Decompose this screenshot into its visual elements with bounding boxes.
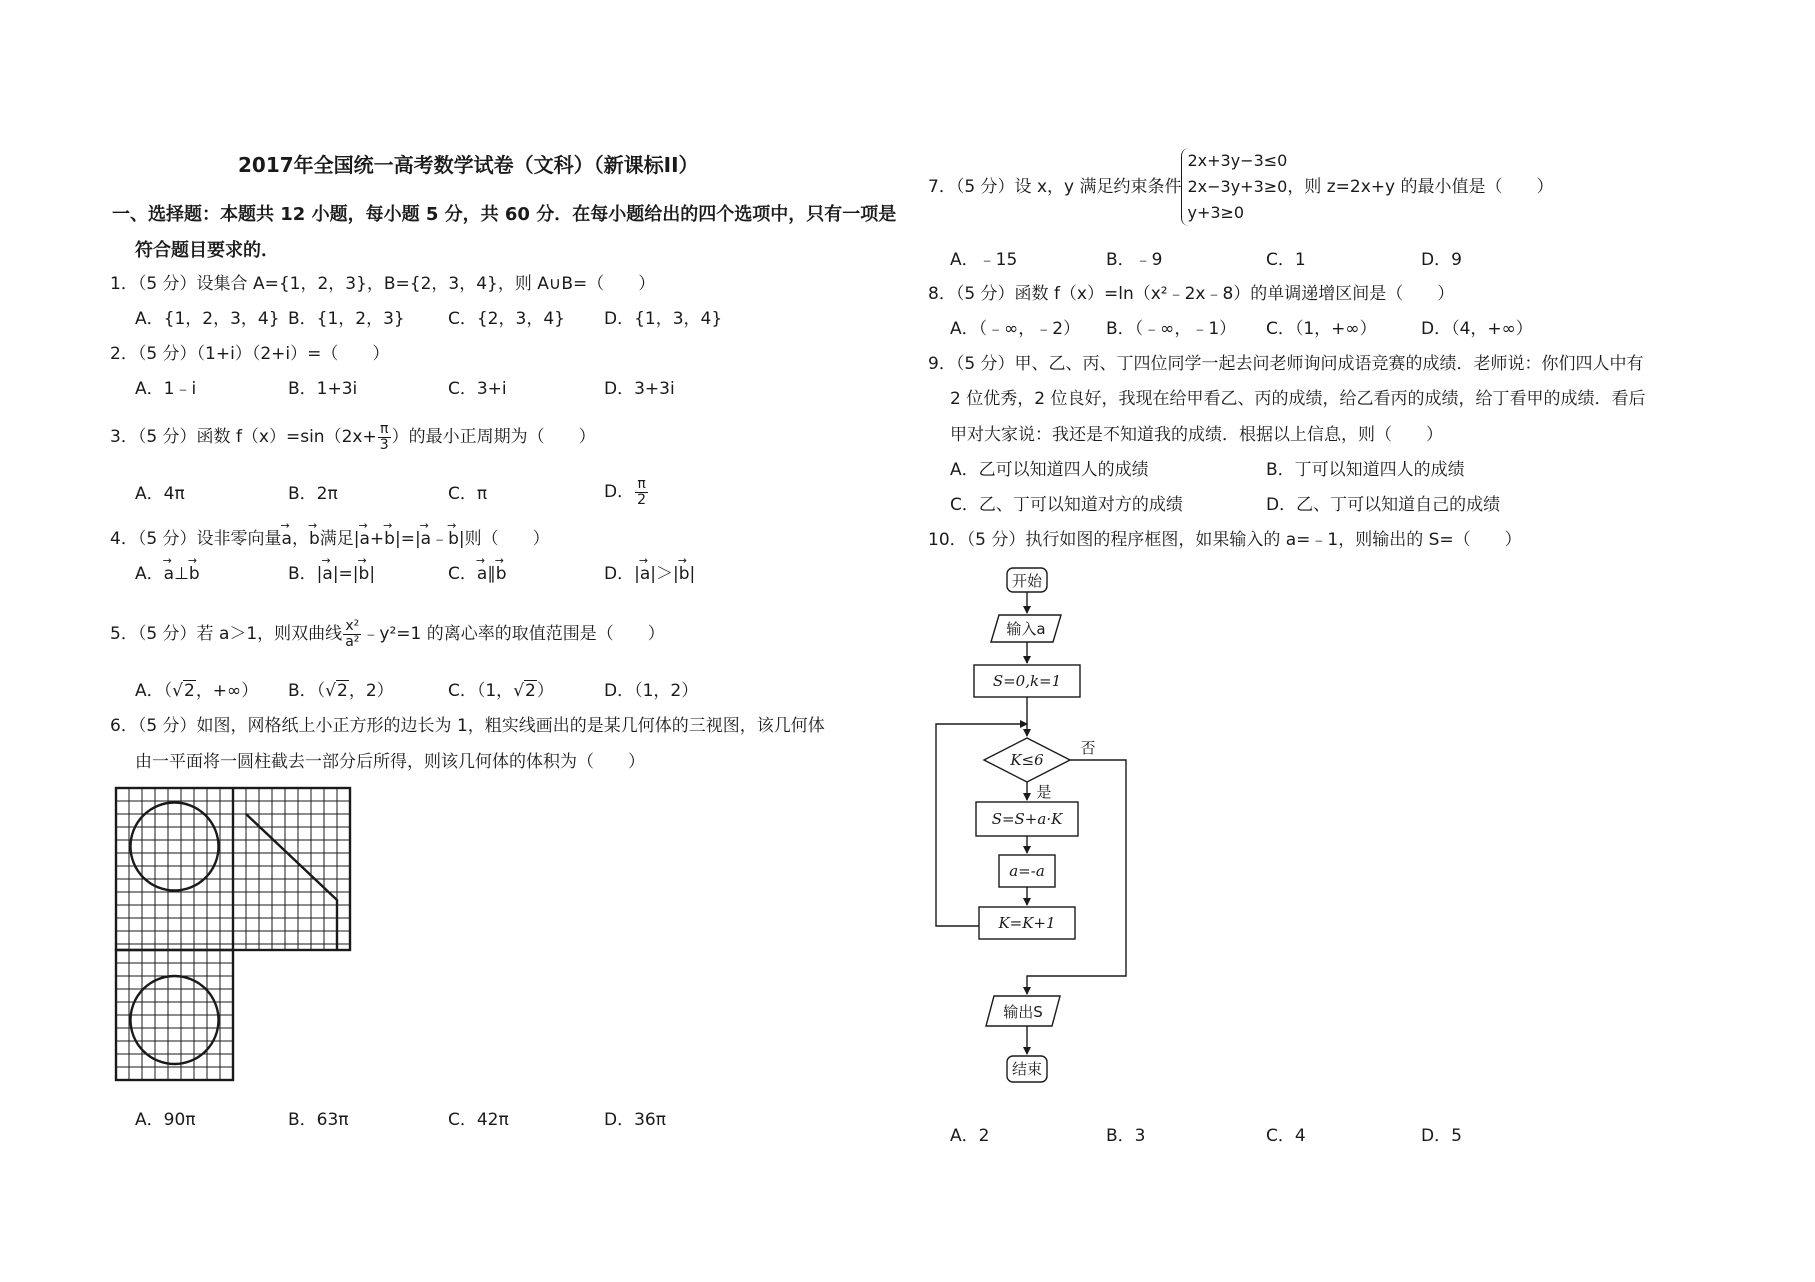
section-heading-line1: 一、选择题：本题共 12 小题，每小题 5 分，共 60 分．在每小题给出的四个选项中，只有一项是 — [112, 204, 897, 225]
flow-yes-label: 是 — [1036, 783, 1052, 801]
q9-option-c: C．乙、丁可以知道对方的成绩 — [950, 495, 1183, 515]
page-title: 2017年全国统一高考数学试卷（文科）（新课标II） — [238, 153, 699, 177]
flow-end-label: 结束 — [1011, 1060, 1043, 1078]
q2-option-b: B．1+3i — [288, 379, 358, 399]
q3-option-c: C．π — [448, 484, 488, 504]
q7-option-a: A．﹣15 — [950, 250, 1018, 270]
q9-stem-line3: 甲对大家说：我还是不知道我的成绩．根据以上信息，则（ ） — [950, 425, 1443, 445]
q10-option-d: D．5 — [1421, 1126, 1462, 1146]
q3-option-b: B．2π — [288, 484, 338, 504]
q5-stem: 5．（5 分）若 a＞1，则双曲线 $\frac{\text{x²}}{\text{a²}}$ ﹣y²=1 的离心率的取值范围是（ ） — [110, 617, 665, 650]
q4-option-b: B．|→ a|=|→ b| — [288, 563, 375, 585]
q10-option-c: C．4 — [1266, 1126, 1306, 1146]
flow-no-label: 否 — [1080, 739, 1096, 757]
flow-step2-label: a=-a — [1009, 862, 1045, 880]
q8-option-d: D．（4，+∞） — [1421, 319, 1533, 339]
q3-option-d-fraction: $\frac{\pi}{2}$ — [637, 475, 647, 508]
q4-stem: 4．（5 分）设非零向量→ a，→ b满足|→ a+→ b|=|→ a﹣→ b|则（ ） — [110, 528, 550, 550]
q10-option-b: B．3 — [1106, 1126, 1146, 1146]
q5-fraction: $\frac{\text{x²}}{\text{a²}}$ — [345, 617, 360, 650]
q1-stem: 1．（5 分）设集合 A={1，2，3}，B={2，3，4}，则 A∪B=（ ） — [110, 274, 656, 294]
q6-option-b: B．63π — [288, 1110, 349, 1130]
q2-option-c: C．3+i — [448, 379, 507, 399]
q5-option-c: C．（1，√2） — [448, 681, 554, 701]
flow-step3-label: K=K+1 — [998, 914, 1056, 932]
q6-stem-line1: 6．（5 分）如图，网格纸上小正方形的边长为 1，粗实线画出的是某几何体的三视图，该几何体 — [110, 716, 825, 736]
section-line — [246, 814, 337, 950]
q8-option-a: A．（﹣∞，﹣2） — [950, 319, 1081, 339]
q9-stem-line2: 2 位优秀，2 位良好，我现在给甲看乙、丙的成绩，给乙看丙的成绩，给丁看甲的成绩．看后 — [950, 389, 1646, 409]
flow-input-label: 输入a — [1006, 620, 1046, 638]
section-heading-line2: 符合题目要求的． — [135, 240, 279, 261]
top-left-circle — [131, 803, 219, 891]
q10-option-a: A．2 — [950, 1126, 990, 1146]
q1-option-b: B．{1，2，3} — [288, 309, 405, 329]
q8-option-c: C．（1，+∞） — [1266, 319, 1377, 339]
q1-option-d: D．{1，3，4} — [604, 309, 723, 329]
q7-option-b: B．﹣9 — [1106, 250, 1163, 270]
q7-option-c: C．1 — [1266, 250, 1306, 270]
q9-stem-line1: 9．（5 分）甲、乙、丙、丁四位同学一起去问老师询问成语竞赛的成绩．老师说：你们四人中有 — [928, 354, 1644, 374]
three-view-figure — [116, 788, 350, 1080]
q9-option-d: D．乙、丁可以知道自己的成绩 — [1266, 495, 1501, 515]
flow-decision-label: K≤6 — [1010, 751, 1044, 769]
q10-stem: 10．（5 分）执行如图的程序框图，如果输入的 a=﹣1，则输出的 S=（ ） — [928, 530, 1522, 550]
q3-option-a: A．4π — [135, 484, 185, 504]
q4-option-c: C．→ a∥→ b — [448, 563, 507, 585]
q8-stem: 8．（5 分）函数 f（x）=ln（x²﹣2x﹣8）的单调递增区间是（ ） — [928, 284, 1455, 304]
flow-output-label: 输出S — [1003, 1003, 1043, 1021]
q1-option-a: A．{1，2，3，4} — [135, 309, 280, 329]
q2-option-a: A．1﹣i — [135, 379, 197, 399]
q6-stem-line2: 由一平面将一圆柱截去一部分后所得，则该几何体的体积为（ ） — [135, 752, 645, 772]
q4-option-d: D．|→ a|＞|→ b| — [604, 563, 695, 585]
flow-step1-label: S=S+a·K — [991, 810, 1063, 828]
flowchart — [920, 560, 1140, 1100]
q9-option-b: B．丁可以知道四人的成绩 — [1266, 460, 1465, 480]
q6-option-d: D．36π — [604, 1110, 666, 1130]
q5-option-b: B．（√2，2） — [288, 681, 394, 701]
q2-stem: 2．（5 分）（1+i）（2+i）=（ ） — [110, 344, 390, 364]
q1-option-c: C．{2，3，4} — [448, 309, 565, 329]
q3-option-d: D． $\frac{\pi}{2}$ — [604, 475, 647, 508]
q3-fraction: $\frac{\pi}{3}$ — [379, 420, 389, 453]
q6-option-c: C．42π — [448, 1110, 509, 1130]
q8-option-b: B．（﹣∞，﹣1） — [1106, 319, 1237, 339]
flow-init-label: S=0,k=1 — [992, 672, 1062, 690]
q2-option-d: D．3+3i — [604, 379, 675, 399]
q5-option-d: D．（1，2） — [604, 681, 699, 701]
q5-option-a: A．（√2，+∞） — [135, 681, 259, 701]
q7-option-d: D．9 — [1421, 250, 1462, 270]
flow-start-label: 开始 — [1011, 572, 1043, 590]
q4-option-a: A．→ a⊥→ b — [135, 563, 200, 585]
q3-stem: 3．（5 分）函数 f（x）=sin（2x+ $\frac{\pi}{3}$ ）的最小正周期为（ ） — [110, 420, 596, 453]
q7-constraint-system: 2x+3y−3≤0 2x−3y+3≥0 y+3≥0 — [1181, 148, 1287, 226]
q6-option-a: A．90π — [135, 1110, 196, 1130]
q9-option-a: A．乙可以知道四人的成绩 — [950, 460, 1149, 480]
q7-stem: 7．（5 分）设 x，y 满足约束条件 2x+3y−3≤0 2x−3y+3≥0 y+3≥0 ，则 z=2x+y 的最小值是（ ） — [928, 148, 1554, 226]
